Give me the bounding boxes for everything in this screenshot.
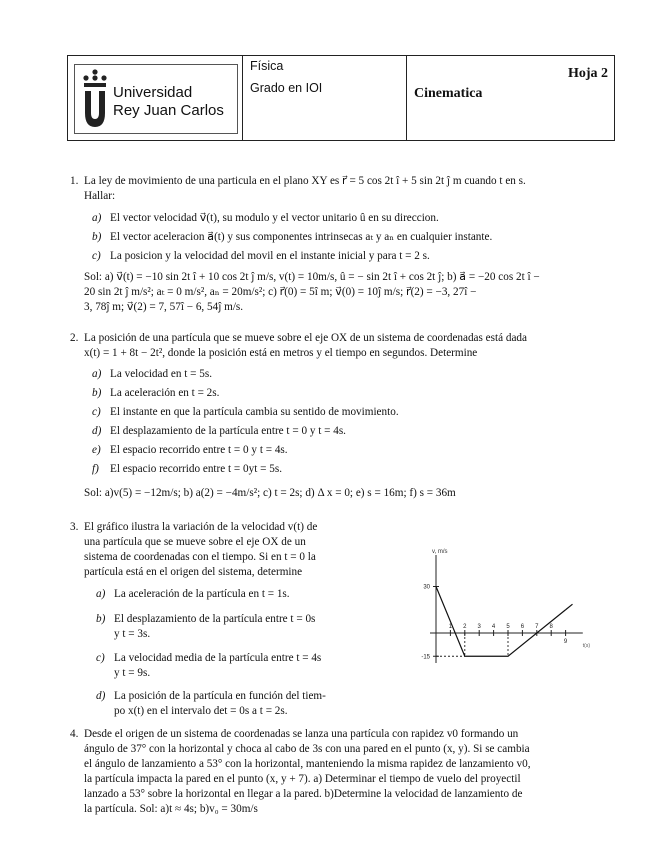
problem-1-statement-line: Hallar:: [84, 190, 116, 202]
problem-4-line: Desde el origen de un sistema de coordenadas se lanza una partícula con rapidez v0 formando un: [84, 728, 519, 740]
velocity-series-extension: [566, 604, 573, 610]
item-label: f): [92, 463, 99, 475]
problem-3-item-b: [96, 612, 315, 627]
item-label: a): [92, 212, 102, 224]
header-table: [67, 55, 615, 141]
problem-number: 2.: [70, 332, 79, 344]
problem-4-line: ángulo de 37° con la horizontal y choca al cabo de 3s con una pared en el punto (x, y). Si se cambia: [84, 743, 530, 755]
sheet-number: Hoja 2: [567, 66, 608, 81]
item-text-continued: po x(t) en el intervalo det = 0s a t = 2s.: [114, 705, 288, 717]
x-tick-label: 4: [491, 624, 496, 630]
subject: Física: [250, 59, 284, 73]
item-text: El espacio recorrido entre t = 0yt = 5s.: [110, 463, 282, 475]
item-label: d): [92, 425, 102, 437]
y-tick-label: 30: [423, 584, 430, 591]
problem-4-line: el ángulo de lanzamiento a 53° con la horizontal, manteniendo la misma rapidez de lanzamiento v0,: [84, 758, 531, 770]
item-text: La posicion y la velocidad del movil en el instante inicial y para t = 2 s.: [110, 250, 430, 262]
problem-4-line: la partícula impacta la pared en el punto (x, y + 7). a) Determinar el tiempo de vuelo del proyectil: [84, 773, 521, 785]
item-text: El instante en que la partícula cambia su sentido de movimiento.: [110, 406, 399, 418]
topic-title: Cinematica: [414, 86, 483, 101]
problem-3-item-d: [96, 689, 326, 704]
x-tick-label: 2: [463, 624, 467, 630]
x-tick-label: 7: [535, 624, 539, 630]
item-text-continued: y t = 9s.: [114, 667, 151, 679]
item-text: El vector velocidad v⃗(t), su modulo y el vector unitario û en su direccion.: [110, 212, 439, 224]
velocity-series-line: [436, 587, 566, 657]
problem-2-statement-line: x(t) = 1 + 8t − 2t², donde la posición está en metros y el tiempo en segundos. Determine: [84, 347, 478, 359]
problem-3-statement-line: partícula está en el origen del sistema, determine: [84, 566, 303, 578]
university-logo: [74, 64, 238, 134]
item-text-continued: y t = 3s.: [114, 628, 151, 640]
problem-3-statement-line: El gráfico ilustra la variación de la velocidad v(t) de: [84, 521, 318, 533]
problem-3-statement-line: una partícula que se mueve sobre el eje OX de un: [84, 536, 306, 548]
problem-2-item-f: [92, 462, 282, 477]
x-tick-label: 9: [563, 639, 568, 645]
problem-3-statement-line: sistema de coordenadas con el tiempo. Si en t = 0 la: [84, 551, 316, 563]
problem-2-item-a: [92, 367, 212, 382]
x-axis-label: t(s): [582, 643, 590, 649]
item-label: b): [92, 387, 102, 399]
x-tick-label: 8: [549, 624, 553, 630]
x-tick-label: 6: [520, 624, 525, 630]
problem-2-item-d: [92, 424, 346, 439]
problem-1-solution-line: 3, 78ĵ m; v⃗(2) = 7, 57î − 6, 54ĵ m/s.: [84, 301, 244, 313]
item-label: e): [92, 444, 101, 456]
item-label: c): [92, 406, 101, 418]
problem-number: 1.: [70, 175, 79, 187]
problem-4-line: la partícula. Sol: a)t ≈ 4s; b)v₀ = 30m/s: [84, 803, 258, 815]
problem-number: 4.: [70, 728, 79, 740]
item-label: c): [92, 250, 101, 262]
item-text: El espacio recorrido entre t = 0 y t = 4s.: [110, 444, 288, 456]
course-cell: [242, 56, 407, 140]
topic-cell: [406, 56, 614, 140]
item-label: d): [96, 690, 106, 702]
item-text: La velocidad en t = 5s.: [110, 368, 212, 380]
x-tick-label: 1: [448, 624, 453, 630]
logo-cell: [68, 56, 243, 140]
crown-icon: [81, 67, 109, 129]
problem-3-item-a: [96, 587, 290, 602]
x-tick-label: 3: [477, 624, 481, 630]
university-line2: Rey Juan Carlos: [113, 102, 224, 119]
problem-3-item-c: [96, 651, 321, 666]
problem-2-item-e: [92, 443, 288, 458]
item-text: El desplazamiento de la partícula entre t = 0 y t = 4s.: [110, 425, 346, 437]
degree: Grado en IOI: [250, 81, 323, 95]
problem-1-item-c: [92, 249, 430, 264]
problem-1-solution-line: 20 sin 2t ĵ m/s²; aₜ = 0 m/s², aₙ = 20m/s²; c) r⃗(0) = 5î m; v⃗(0) = 10ĵ m/s; r⃗(2) = −3, 27î −: [84, 286, 477, 298]
problem-2-statement-line: La posición de una partícula que se mueve sobre el eje OX de un sistema de coordenadas está dada: [84, 332, 527, 344]
velocity-time-chart: [400, 545, 590, 675]
problem-1-item-a: [92, 211, 439, 226]
item-text: La aceleración en t = 2s.: [110, 387, 220, 399]
problem-2-solution-line: Sol: a)v(5) = −12m/s; b) a(2) = −4m/s²; c) t = 2s; d) Δ x = 0; e) s = 16m; f) s = 36m: [84, 487, 456, 499]
item-text: El desplazamiento de la partícula entre t = 0s: [114, 613, 316, 625]
problem-number: 3.: [70, 521, 79, 533]
problem-2-item-c: [92, 405, 399, 420]
university-line1: Universidad: [113, 84, 193, 101]
problem-1-solution-line: Sol: a) v⃗(t) = −10 sin 2t î + 10 cos 2t ĵ m/s, v(t) = 10m/s, û = − sin 2t î + cos 2t ĵ; b) a⃗ = −20 cos 2t î −: [84, 271, 540, 283]
item-label: c): [96, 652, 105, 664]
item-text: La aceleración de la partícula en t = 1s.: [114, 588, 290, 600]
y-axis-label: v, m/s: [432, 549, 448, 555]
item-label: b): [96, 613, 106, 625]
item-text: La velocidad media de la partícula entre t = 4s: [114, 652, 322, 664]
item-label: b): [92, 231, 102, 243]
x-tick-label: 5: [506, 624, 510, 630]
item-label: a): [92, 368, 102, 380]
item-label: a): [96, 588, 106, 600]
problem-1-statement-line: La ley de movimiento de una particula en el plano XY es r⃗ = 5 cos 2t î + 5 sin 2t ĵ m cuando t en s.: [84, 175, 526, 187]
item-text: El vector aceleracion a⃗(t) y sus componentes intrinsecas aₜ y aₙ en cualquier instante.: [110, 231, 493, 243]
problem-1-item-b: [92, 230, 492, 245]
y-tick-label: -15: [421, 654, 430, 661]
problem-2-item-b: [92, 386, 219, 401]
problem-4-line: lanzado a 53° sobre la horizontal en llegar a la pared. b)Determine la velocidad de lanzamiento de: [84, 788, 523, 800]
item-text: La posición de la partícula en función del tiem-: [114, 690, 326, 702]
